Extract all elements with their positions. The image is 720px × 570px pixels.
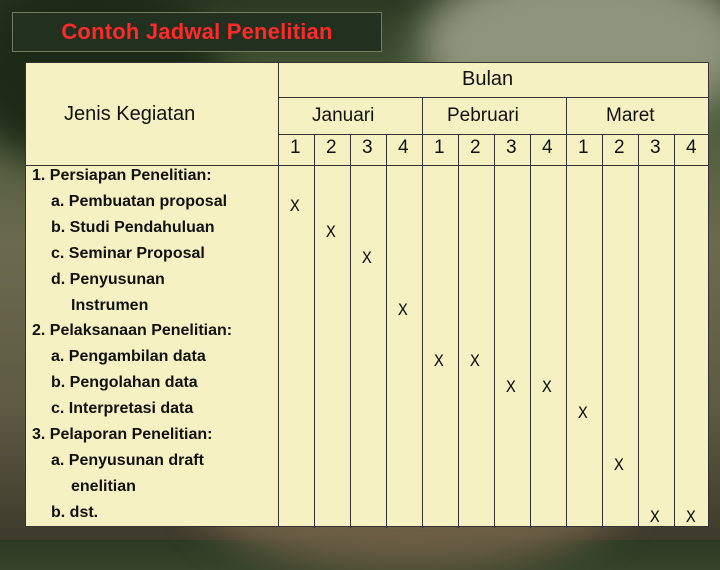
activity-line: enelitian bbox=[71, 477, 136, 495]
week-number: 2 bbox=[326, 137, 337, 158]
week-divider bbox=[314, 134, 315, 528]
activity-line: c. Interpretasi data bbox=[51, 400, 194, 418]
month-group-header: Bulan bbox=[462, 68, 514, 90]
schedule-mark: X bbox=[326, 221, 336, 241]
month-pebruari: Pebruari bbox=[447, 105, 519, 126]
divider-header-body bbox=[26, 165, 708, 166]
schedule-table bbox=[25, 62, 709, 527]
activity-line: c. Seminar Proposal bbox=[51, 244, 205, 262]
activity-line: 1. Persiapan Penelitian: bbox=[32, 167, 212, 184]
week-divider bbox=[638, 134, 639, 528]
week-divider bbox=[602, 134, 603, 528]
schedule-mark: X bbox=[362, 247, 372, 267]
slide-title: Contoh Jadwal Penelitian bbox=[61, 19, 333, 44]
activity-line: b. Studi Pendahuluan bbox=[51, 218, 215, 236]
week-number: 1 bbox=[434, 137, 445, 158]
activity-line: Instrumen bbox=[71, 296, 149, 314]
activity-line: b. Pengolahan data bbox=[51, 374, 198, 392]
week-number: 3 bbox=[362, 137, 373, 158]
schedule-mark: X bbox=[434, 351, 444, 371]
week-divider bbox=[350, 134, 351, 528]
activity-line: a. Penyusunan draft bbox=[51, 451, 204, 469]
month-maret: Maret bbox=[606, 105, 655, 126]
activity-line: b. dst. bbox=[51, 503, 99, 521]
week-number: 2 bbox=[614, 137, 625, 158]
schedule-mark: X bbox=[470, 351, 480, 371]
week-divider bbox=[458, 134, 459, 528]
slide-title-box bbox=[12, 12, 382, 52]
week-divider bbox=[566, 97, 567, 528]
activity-line: d. Penyusunan bbox=[51, 270, 165, 288]
week-number: 1 bbox=[290, 137, 301, 158]
divider-activity-column bbox=[278, 63, 279, 526]
week-divider bbox=[530, 134, 531, 528]
week-number: 4 bbox=[686, 137, 697, 158]
divider-month-group bbox=[278, 97, 708, 98]
week-divider bbox=[386, 134, 387, 528]
schedule-mark: X bbox=[650, 506, 660, 526]
week-number: 4 bbox=[542, 137, 553, 158]
schedule-mark: X bbox=[290, 195, 300, 215]
schedule-mark: X bbox=[398, 299, 408, 319]
month-januari: Januari bbox=[312, 105, 375, 126]
schedule-mark: X bbox=[686, 506, 696, 526]
activity-line: a. Pengambilan data bbox=[51, 348, 206, 366]
week-divider bbox=[494, 134, 495, 528]
divider-month-names bbox=[278, 134, 708, 135]
week-number: 4 bbox=[398, 137, 409, 158]
activity-line: a. Pembuatan proposal bbox=[51, 192, 228, 210]
week-number: 3 bbox=[650, 137, 661, 158]
week-divider bbox=[674, 134, 675, 528]
week-number: 1 bbox=[578, 137, 589, 158]
activity-column-header: Jenis Kegiatan bbox=[64, 103, 196, 125]
schedule-mark: X bbox=[614, 454, 624, 474]
activity-line: 3. Pelaporan Penelitian: bbox=[32, 426, 213, 443]
activity-line: 2. Pelaksanaan Penelitian: bbox=[32, 322, 233, 340]
schedule-mark: X bbox=[578, 403, 588, 423]
schedule-mark: X bbox=[506, 377, 516, 397]
week-number: 3 bbox=[506, 137, 517, 158]
schedule-mark: X bbox=[542, 377, 552, 397]
week-number: 2 bbox=[470, 137, 481, 158]
week-divider bbox=[422, 97, 423, 528]
